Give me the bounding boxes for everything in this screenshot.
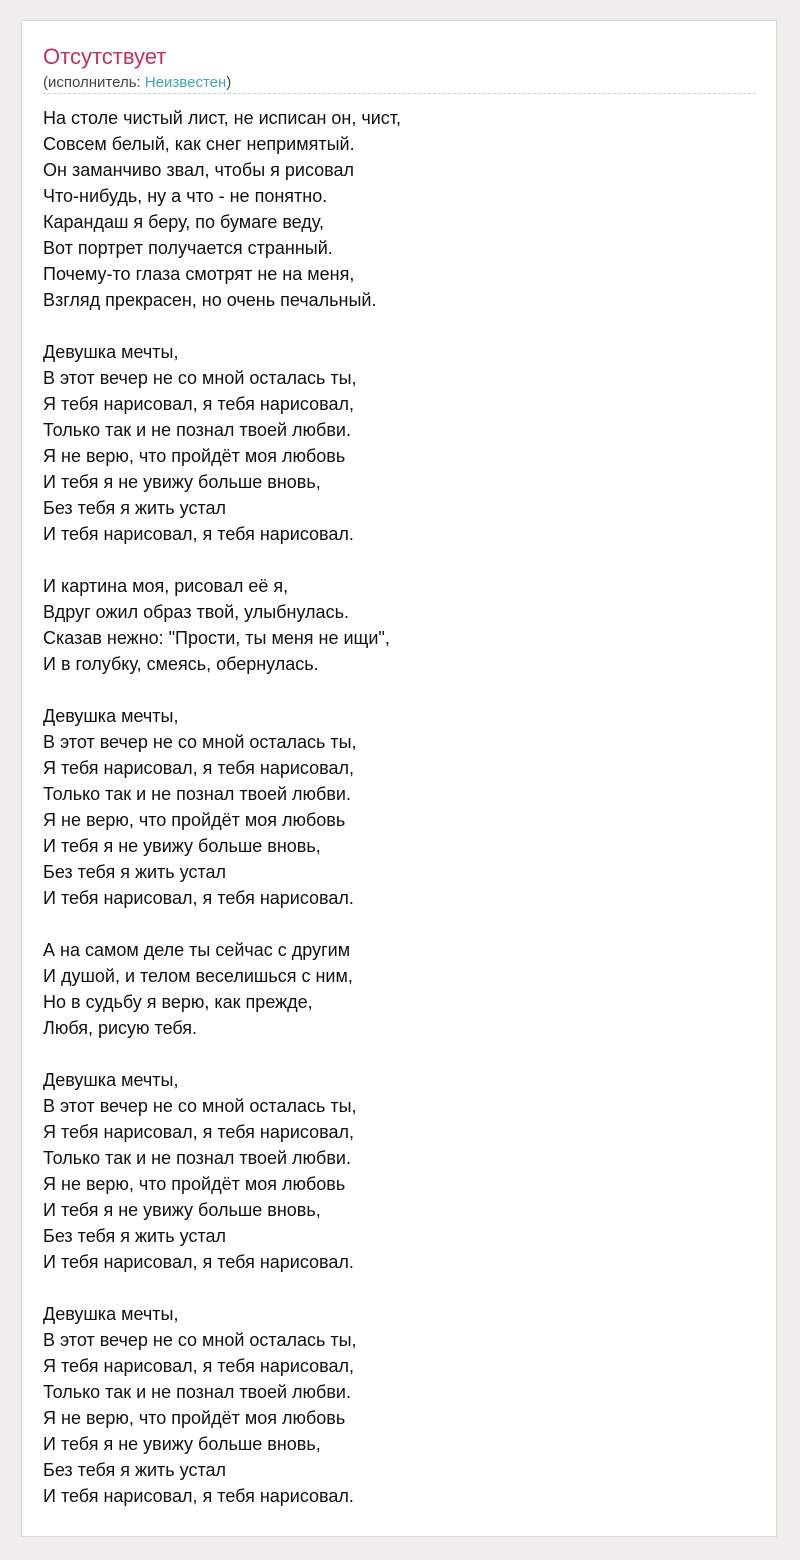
header-divider	[43, 93, 756, 94]
lyrics-line: Девушка мечты,	[43, 342, 179, 362]
artist-line	[43, 73, 231, 93]
lyrics-line: Без тебя я жить устал	[43, 1460, 227, 1480]
lyrics-line: Вот портрет получается странный.	[43, 238, 333, 258]
lyrics-line: Но в судьбу я верю, как прежде,	[43, 992, 313, 1012]
lyrics-line: Я тебя нарисовал, я тебя нарисовал,	[43, 1122, 354, 1142]
lyrics-stanza	[43, 937, 401, 1041]
lyrics-stanza	[43, 1067, 401, 1275]
lyrics-line: Без тебя я жить устал	[43, 862, 227, 882]
lyrics-line: И тебя я не увижу больше вновь,	[43, 1200, 321, 1220]
lyrics-line: Девушка мечты,	[43, 1304, 179, 1324]
lyrics-line: Он заманчиво звал, чтобы я рисовал	[43, 160, 355, 180]
lyrics-stanza	[43, 339, 401, 547]
artist-prefix: (исполнитель:	[43, 74, 145, 91]
lyrics-line: В этот вечер не со мной осталась ты,	[43, 368, 357, 388]
lyrics-line: Совсем белый, как снег непримятый.	[43, 134, 355, 154]
lyrics-line: И душой, и телом веселишься с ним,	[43, 966, 353, 986]
lyrics-stanza	[43, 1301, 401, 1509]
lyrics-line: Я не верю, что пройдёт моя любовь	[43, 810, 346, 830]
lyrics-line: И тебя я не увижу больше вновь,	[43, 836, 321, 856]
lyrics-line: Я не верю, что пройдёт моя любовь	[43, 1408, 346, 1428]
lyrics-stanza	[43, 703, 401, 911]
lyrics-line: И в голубку, смеясь, обернулась.	[43, 654, 319, 674]
lyrics-line: Вдруг ожил образ твой, улыбнулась.	[43, 602, 349, 622]
lyrics-line: И тебя нарисовал, я тебя нарисовал.	[43, 1486, 354, 1506]
lyrics-line: Без тебя я жить устал	[43, 1226, 227, 1246]
lyrics-line: Любя, рисую тебя.	[43, 1018, 198, 1038]
lyrics-line: Я не верю, что пройдёт моя любовь	[43, 1174, 346, 1194]
lyrics-line: Только так и не познал твоей любви.	[43, 1148, 351, 1168]
lyrics-line: Почему-то глаза смотрят не на меня,	[43, 264, 355, 284]
lyrics-line: Только так и не познал твоей любви.	[43, 1382, 351, 1402]
lyrics-line: Я тебя нарисовал, я тебя нарисовал,	[43, 758, 354, 778]
lyrics-line: А на самом деле ты сейчас с другим	[43, 940, 351, 960]
lyrics-line: Сказав нежно: "Прости, ты меня не ищи",	[43, 628, 390, 648]
lyrics-line: Только так и не познал твоей любви.	[43, 420, 351, 440]
lyrics-line: И картина моя, рисовал её я,	[43, 576, 289, 596]
lyrics-line: И тебя я не увижу больше вновь,	[43, 1434, 321, 1454]
lyrics-line: Я не верю, что пройдёт моя любовь	[43, 446, 346, 466]
lyrics-line: Я тебя нарисовал, я тебя нарисовал,	[43, 394, 354, 414]
lyrics-line: Девушка мечты,	[43, 1070, 179, 1090]
lyrics-line: В этот вечер не со мной осталась ты,	[43, 1096, 357, 1116]
artist-suffix: )	[226, 74, 232, 91]
lyrics-line: Взгляд прекрасен, но очень печальный.	[43, 290, 377, 310]
lyrics-line: Что-нибудь, ну а что - не понятно.	[43, 186, 328, 206]
lyrics-line: Я тебя нарисовал, я тебя нарисовал,	[43, 1356, 354, 1376]
lyrics-line: На столе чистый лист, не исписан он, чист,	[43, 108, 402, 128]
lyrics-line: И тебя нарисовал, я тебя нарисовал.	[43, 1252, 354, 1272]
lyrics-line: Карандаш я беру, по бумаге веду,	[43, 212, 325, 232]
artist-link[interactable]: Неизвестен	[144, 74, 227, 91]
lyrics-stanza	[43, 573, 401, 677]
lyrics-line: И тебя нарисовал, я тебя нарисовал.	[43, 524, 354, 544]
lyrics-line: И тебя я не увижу больше вновь,	[43, 472, 321, 492]
lyrics-line: Без тебя я жить устал	[43, 498, 227, 518]
song-title: Отсутствует	[43, 44, 167, 69]
lyrics-text	[43, 105, 401, 1535]
lyrics-line: Девушка мечты,	[43, 706, 179, 726]
lyrics-stanza	[43, 105, 401, 313]
lyrics-card	[21, 20, 777, 1537]
lyrics-line: В этот вечер не со мной осталась ты,	[43, 732, 357, 752]
lyrics-line: В этот вечер не со мной осталась ты,	[43, 1330, 357, 1350]
lyrics-line: И тебя нарисовал, я тебя нарисовал.	[43, 888, 354, 908]
lyrics-line: Только так и не познал твоей любви.	[43, 784, 351, 804]
